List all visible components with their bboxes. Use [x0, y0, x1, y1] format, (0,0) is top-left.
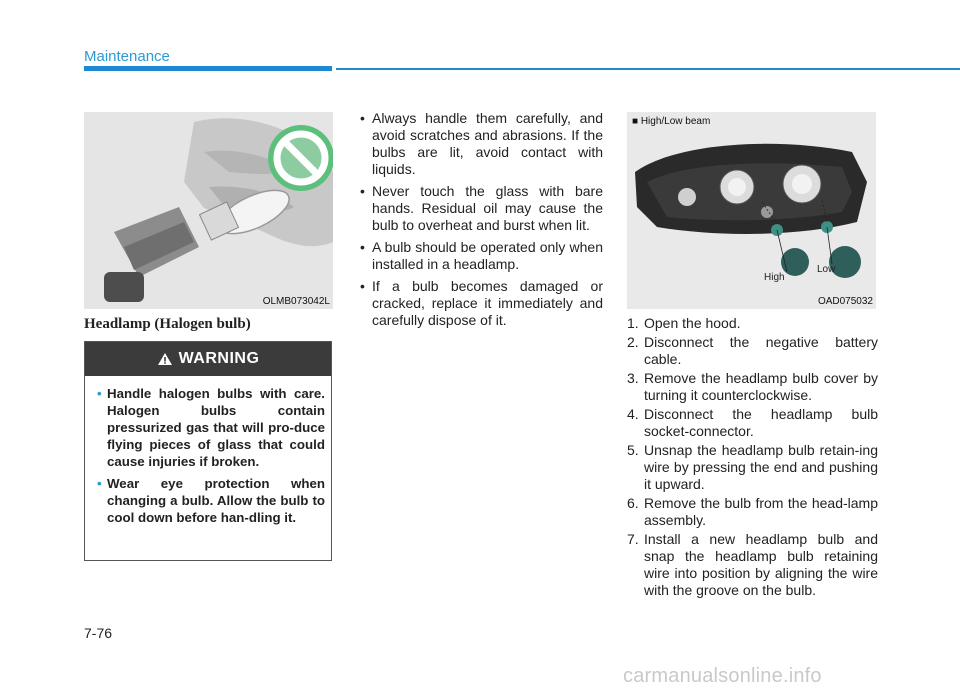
step-number: 5.: [627, 442, 639, 458]
step-number: 4.: [627, 406, 639, 422]
watermark: carmanualsonline.info: [623, 665, 822, 687]
step-text: Unsnap the headlamp bulb retain-ing wire by pressing the end and pushing it upward.: [644, 442, 878, 492]
step-item: [627, 442, 878, 493]
image-caption: ■ High/Low beam: [632, 116, 711, 127]
warning-title: WARNING: [178, 350, 260, 367]
step-text: Remove the bulb from the head-lamp assembly.: [644, 495, 878, 528]
step-text: Remove the headlamp bulb cover by turning it counterclockwise.: [644, 370, 878, 403]
label-high: High: [764, 272, 785, 283]
step-text: Install a new headlamp bulb and snap the headlamp bulb retaining wire into position by aligning the wire with the groove on the bulb.: [644, 531, 878, 598]
bullet-item: [355, 183, 603, 234]
warning-item-text: Wear eye protection when changing a bulb. Allow the bulb to cool down before han-dling it.: [107, 476, 325, 525]
step-text: Disconnect the negative battery cable.: [644, 334, 878, 367]
section-title: Maintenance: [84, 48, 170, 65]
bullet-text: Always handle them carefully, and avoid scratches and abrasions. If the bulbs are lit, avoid contact with liquids.: [372, 110, 603, 177]
bullet-item: [355, 278, 603, 329]
page-number: 7-76: [84, 625, 113, 641]
bullet-dot: •: [360, 239, 365, 255]
bullet-dot: •: [360, 110, 365, 126]
header-rule-thick: [84, 66, 332, 71]
bullet-item: [355, 110, 603, 178]
step-text: Open the hood.: [644, 315, 741, 331]
bullet-text: A bulb should be operated only when installed in a headlamp.: [372, 239, 603, 272]
label-low: Low: [817, 264, 836, 275]
procedure-steps: [627, 315, 878, 601]
header-rule-thin: [336, 68, 960, 70]
caution-bullets: [355, 110, 603, 334]
bullet-dot: •: [97, 386, 102, 401]
warning-box: [84, 341, 332, 561]
warning-item: [97, 385, 325, 470]
bulb-hand-image: [84, 112, 333, 309]
step-number: 7.: [627, 531, 639, 547]
headlamp-assembly-illustration: [627, 112, 876, 309]
halogen-bulb-illustration: [84, 112, 333, 309]
bullet-item: [355, 239, 603, 273]
step-item: [627, 334, 878, 368]
bullet-dot: •: [97, 476, 102, 491]
step-item: [627, 495, 878, 529]
step-number: 2.: [627, 334, 639, 350]
step-text: Disconnect the headlamp bulb socket-connector.: [644, 406, 878, 439]
bullet-dot: •: [360, 183, 365, 199]
bullet-text: Never touch the glass with bare hands. Residual oil may cause the bulb to overheat and burst when lit.: [372, 183, 603, 233]
step-item: [627, 370, 878, 404]
headlamp-image: [627, 112, 876, 309]
image-code-right: OAD075032: [817, 296, 873, 307]
warning-item-text: Handle halogen bulbs with care. Halogen bulbs contain pressurized gas that will pro-duce flying pieces of glass that could cause injuries if broken.: [107, 386, 325, 469]
step-item: [627, 531, 878, 599]
bullet-dot: •: [360, 278, 365, 294]
step-item: [627, 406, 878, 440]
bullet-text: If a bulb becomes damaged or cracked, replace it immediately and carefully dispose of it.: [372, 278, 603, 328]
step-item: [627, 315, 878, 332]
image-code-left: OLMB073042L: [262, 296, 330, 307]
warning-icon: [157, 352, 173, 366]
step-number: 1.: [627, 315, 639, 331]
warning-list: [97, 385, 325, 531]
step-number: 3.: [627, 370, 639, 386]
warning-item: [97, 475, 325, 526]
warning-header: [85, 342, 331, 376]
step-number: 6.: [627, 495, 639, 511]
subheading: Headlamp (Halogen bulb): [84, 316, 251, 332]
